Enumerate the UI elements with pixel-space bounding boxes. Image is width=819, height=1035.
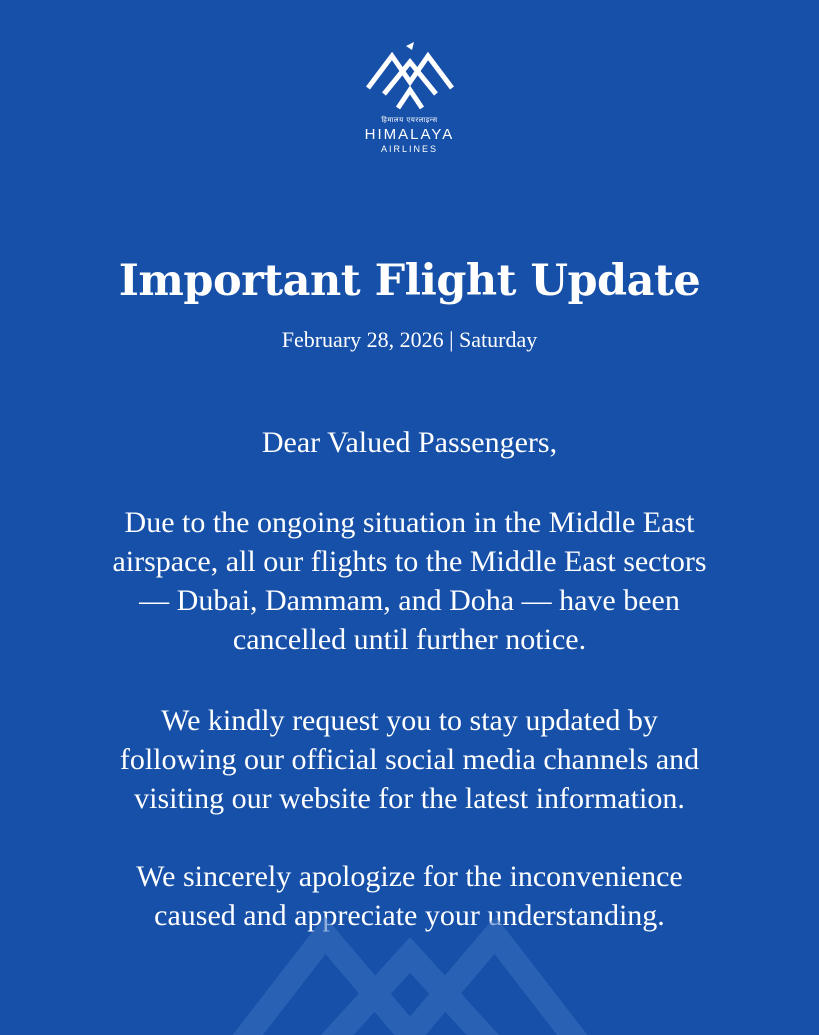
text-line: following our official social media channels and	[119, 743, 700, 776]
paragraph-cancellation	[0, 503, 819, 659]
greeting-text: Dear Valued Passengers,	[261, 426, 558, 459]
text-line: We sincerely apologize for the inconvenience	[136, 860, 683, 893]
date-line: February 28, 2026 | Saturday	[281, 327, 538, 352]
text-line: airspace, all our flights to the Middle East sectors	[112, 545, 707, 578]
text-line: Due to the ongoing situation in the Middle East	[124, 506, 695, 539]
logo-watermark-icon	[230, 905, 590, 1035]
text-line: visiting our website for the latest information.	[134, 782, 685, 815]
text-line: cancelled until further notice.	[232, 623, 587, 656]
page-title: Important Flight Update	[118, 256, 701, 306]
text-line: We kindly request you to stay updated by	[161, 704, 658, 737]
airline-logo	[0, 40, 819, 154]
logo-wordmark: HIMALAYA	[364, 126, 455, 143]
logo-nepali-name: हिमालय एयरलाइन्स	[381, 116, 438, 124]
logo-subtitle: AIRLINES	[380, 144, 438, 154]
bird-mountain-logo-icon	[362, 40, 458, 112]
paragraph-stay-updated	[0, 701, 819, 818]
greeting	[0, 423, 819, 462]
text-line: — Dubai, Dammam, and Doha — have been	[139, 584, 680, 617]
text-line: caused and appreciate your understanding.	[154, 899, 665, 932]
